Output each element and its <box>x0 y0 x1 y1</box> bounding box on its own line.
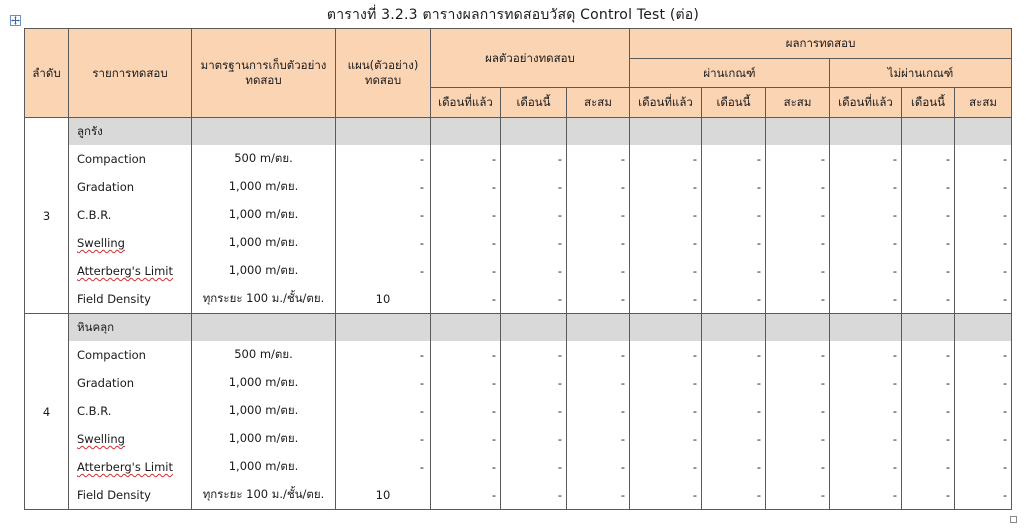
result-value: - <box>501 173 567 201</box>
sampling-standard: 500 m/ตย. <box>192 341 336 369</box>
result-value: - <box>902 285 955 314</box>
plan-value: - <box>336 341 431 369</box>
result-value: - <box>431 453 501 481</box>
test-item <box>69 285 192 314</box>
result-value: - <box>955 397 1012 425</box>
test-item-label: Swelling <box>77 432 125 446</box>
result-value: - <box>702 201 766 229</box>
table-row <box>25 285 1012 314</box>
test-item <box>69 257 192 285</box>
group-header-cell <box>192 314 336 342</box>
result-value: - <box>702 285 766 314</box>
header-sample-cumulative: สะสม <box>567 88 630 118</box>
test-item <box>69 341 192 369</box>
control-test-table <box>24 28 1012 510</box>
result-value: - <box>902 201 955 229</box>
sampling-standard: 1,000 m/ตย. <box>192 201 336 229</box>
group-header-cell <box>336 314 431 342</box>
result-value: - <box>431 257 501 285</box>
plan-value: - <box>336 425 431 453</box>
sampling-standard: 1,000 m/ตย. <box>192 229 336 257</box>
test-item-label: Atterberg's Limit <box>77 460 174 474</box>
result-value: - <box>567 397 630 425</box>
result-value: - <box>630 229 702 257</box>
result-value: - <box>766 257 830 285</box>
result-value: - <box>702 229 766 257</box>
result-value: - <box>431 397 501 425</box>
result-value: - <box>955 229 1012 257</box>
result-value: - <box>766 453 830 481</box>
test-item <box>69 397 192 425</box>
header-sample-this-month: เดือนนี้ <box>501 88 567 118</box>
result-value: - <box>830 173 902 201</box>
result-value: - <box>830 145 902 173</box>
table-row <box>25 201 1012 229</box>
header-fail-last-month: เดือนที่แล้ว <box>830 88 902 118</box>
result-value: - <box>567 481 630 510</box>
test-item-label: Compaction <box>77 152 146 166</box>
test-item-label: Compaction <box>77 348 146 362</box>
result-value: - <box>702 341 766 369</box>
group-header-cell <box>830 118 902 146</box>
result-value: - <box>955 369 1012 397</box>
group-header-cell <box>830 314 902 342</box>
test-item <box>69 481 192 510</box>
plan-value: - <box>336 453 431 481</box>
result-value: - <box>567 229 630 257</box>
result-value: - <box>830 425 902 453</box>
result-value: - <box>501 369 567 397</box>
result-value: - <box>955 201 1012 229</box>
result-value: - <box>902 481 955 510</box>
result-value: - <box>431 229 501 257</box>
result-value: - <box>567 369 630 397</box>
group-header-cell <box>702 118 766 146</box>
group-header-cell <box>702 314 766 342</box>
result-value: - <box>501 229 567 257</box>
header-item: รายการทดสอบ <box>69 29 192 118</box>
result-value: - <box>501 425 567 453</box>
table-row <box>25 369 1012 397</box>
result-value: - <box>766 201 830 229</box>
result-value: - <box>902 425 955 453</box>
result-value: - <box>830 257 902 285</box>
result-value: - <box>955 425 1012 453</box>
result-value: - <box>702 369 766 397</box>
sampling-standard: 1,000 m/ตย. <box>192 173 336 201</box>
plan-value: - <box>336 229 431 257</box>
header-sample-results: ผลตัวอย่างทดสอบ <box>431 29 630 88</box>
sampling-standard: 1,000 m/ตย. <box>192 425 336 453</box>
result-value: - <box>830 229 902 257</box>
result-value: - <box>955 481 1012 510</box>
result-value: - <box>501 453 567 481</box>
test-item-label: Field Density <box>77 488 151 502</box>
result-value: - <box>766 341 830 369</box>
result-value: - <box>431 201 501 229</box>
test-item <box>69 453 192 481</box>
result-value: - <box>501 397 567 425</box>
sampling-standard: 500 m/ตย. <box>192 145 336 173</box>
result-value: - <box>766 229 830 257</box>
result-value: - <box>955 257 1012 285</box>
table-row <box>25 453 1012 481</box>
test-item <box>69 201 192 229</box>
header-fail-cumulative: สะสม <box>955 88 1012 118</box>
table-title: ตารางที่ 3.2.3 ตารางผลการทดสอบวัสดุ Control Test (ต่อ) <box>326 7 700 23</box>
group-seq: 4 <box>25 314 69 510</box>
result-value: - <box>766 481 830 510</box>
sampling-standard: 1,000 m/ตย. <box>192 397 336 425</box>
sampling-standard: 1,000 m/ตย. <box>192 369 336 397</box>
result-value: - <box>567 145 630 173</box>
result-value: - <box>567 201 630 229</box>
header-fail: ไม่ผ่านเกณฑ์ <box>830 59 1012 88</box>
result-value: - <box>630 425 702 453</box>
group-name: หินคลุก <box>69 314 192 342</box>
result-value: - <box>431 173 501 201</box>
group-header-cell <box>431 118 501 146</box>
header-pass-this-month: เดือนนี้ <box>702 88 766 118</box>
result-value: - <box>702 257 766 285</box>
test-item-label: Gradation <box>77 180 135 194</box>
plan-value: - <box>336 173 431 201</box>
result-value: - <box>501 257 567 285</box>
group-header-row <box>25 118 1012 146</box>
result-value: - <box>630 173 702 201</box>
result-value: - <box>501 145 567 173</box>
result-value: - <box>766 285 830 314</box>
result-value: - <box>567 453 630 481</box>
group-header-cell <box>501 118 567 146</box>
result-value: - <box>766 145 830 173</box>
sampling-standard: ทุกระยะ 100 ม./ชั้น/ตย. <box>192 481 336 510</box>
result-value: - <box>630 257 702 285</box>
result-value: - <box>630 341 702 369</box>
group-header-cell <box>192 118 336 146</box>
sampling-standard: 1,000 m/ตย. <box>192 257 336 285</box>
test-item-label: C.B.R. <box>77 404 112 418</box>
plan-value: - <box>336 145 431 173</box>
table-resize-handle[interactable] <box>1010 516 1017 523</box>
test-item <box>69 369 192 397</box>
result-value: - <box>567 425 630 453</box>
plan-value: - <box>336 369 431 397</box>
group-header-cell <box>630 118 702 146</box>
test-item-label: Field Density <box>77 292 151 306</box>
result-value: - <box>702 173 766 201</box>
table-row <box>25 257 1012 285</box>
result-value: - <box>431 341 501 369</box>
group-header-cell <box>955 314 1012 342</box>
group-header-cell <box>567 118 630 146</box>
group-header-cell <box>501 314 567 342</box>
group-header-cell <box>902 314 955 342</box>
group-name: ลูกรัง <box>69 118 192 146</box>
result-value: - <box>955 285 1012 314</box>
result-value: - <box>702 397 766 425</box>
result-value: - <box>766 173 830 201</box>
result-value: - <box>702 425 766 453</box>
header-seq: ลำดับ <box>25 29 69 118</box>
header-sample-last-month: เดือนที่แล้ว <box>431 88 501 118</box>
group-seq: 3 <box>25 118 69 314</box>
result-value: - <box>766 397 830 425</box>
result-value: - <box>630 397 702 425</box>
result-value: - <box>702 145 766 173</box>
result-value: - <box>955 341 1012 369</box>
result-value: - <box>902 341 955 369</box>
result-value: - <box>431 369 501 397</box>
test-item-label: Atterberg's Limit <box>77 264 174 278</box>
result-value: - <box>630 453 702 481</box>
result-value: - <box>702 453 766 481</box>
table-row <box>25 341 1012 369</box>
result-value: - <box>567 285 630 314</box>
group-header-cell <box>567 314 630 342</box>
result-value: - <box>830 341 902 369</box>
result-value: - <box>630 145 702 173</box>
table-row <box>25 481 1012 510</box>
result-value: - <box>830 453 902 481</box>
header-standard: มาตรฐานการเก็บตัวอย่างทดสอบ <box>192 29 336 118</box>
result-value: - <box>902 369 955 397</box>
result-value: - <box>501 201 567 229</box>
result-value: - <box>630 285 702 314</box>
result-value: - <box>830 201 902 229</box>
result-value: - <box>501 341 567 369</box>
result-value: - <box>567 173 630 201</box>
table-row <box>25 425 1012 453</box>
result-value: - <box>955 173 1012 201</box>
plan-value: 10 <box>336 481 431 510</box>
result-value: - <box>431 425 501 453</box>
result-value: - <box>501 285 567 314</box>
test-item <box>69 145 192 173</box>
result-value: - <box>902 173 955 201</box>
sampling-standard: 1,000 m/ตย. <box>192 453 336 481</box>
header-test-results: ผลการทดสอบ <box>630 29 1012 59</box>
header-plan: แผน(ตัวอย่าง) ทดสอบ <box>336 29 431 118</box>
result-value: - <box>567 257 630 285</box>
result-value: - <box>766 369 830 397</box>
result-value: - <box>902 229 955 257</box>
result-value: - <box>431 145 501 173</box>
header-pass-cumulative: สะสม <box>766 88 830 118</box>
table-row <box>25 397 1012 425</box>
group-header-cell <box>766 118 830 146</box>
table-row <box>25 173 1012 201</box>
result-value: - <box>501 481 567 510</box>
result-value: - <box>902 145 955 173</box>
result-value: - <box>902 397 955 425</box>
test-item-label: Swelling <box>77 236 125 250</box>
result-value: - <box>431 285 501 314</box>
group-header-cell <box>766 314 830 342</box>
group-header-cell <box>336 118 431 146</box>
result-value: - <box>830 369 902 397</box>
group-header-cell <box>431 314 501 342</box>
group-header-cell <box>630 314 702 342</box>
result-value: - <box>630 369 702 397</box>
result-value: - <box>567 341 630 369</box>
header-pass: ผ่านเกณฑ์ <box>630 59 830 88</box>
result-value: - <box>431 481 501 510</box>
test-item-label: C.B.R. <box>77 208 112 222</box>
result-value: - <box>766 425 830 453</box>
group-header-cell <box>955 118 1012 146</box>
plan-value: - <box>336 257 431 285</box>
test-item <box>69 173 192 201</box>
result-value: - <box>902 257 955 285</box>
result-value: - <box>830 397 902 425</box>
header-fail-this-month: เดือนนี้ <box>902 88 955 118</box>
plan-value: - <box>336 201 431 229</box>
result-value: - <box>902 453 955 481</box>
test-item <box>69 425 192 453</box>
result-value: - <box>955 145 1012 173</box>
group-header-cell <box>902 118 955 146</box>
header-pass-last-month: เดือนที่แล้ว <box>630 88 702 118</box>
test-item <box>69 229 192 257</box>
plan-value: 10 <box>336 285 431 314</box>
result-value: - <box>630 201 702 229</box>
result-value: - <box>630 481 702 510</box>
table-row <box>25 229 1012 257</box>
test-item-label: Gradation <box>77 376 135 390</box>
group-header-row <box>25 314 1012 342</box>
plan-value: - <box>336 397 431 425</box>
table-row <box>25 145 1012 173</box>
result-value: - <box>955 453 1012 481</box>
sampling-standard: ทุกระยะ 100 ม./ชั้น/ตย. <box>192 285 336 314</box>
result-value: - <box>830 285 902 314</box>
result-value: - <box>830 481 902 510</box>
result-value: - <box>702 481 766 510</box>
